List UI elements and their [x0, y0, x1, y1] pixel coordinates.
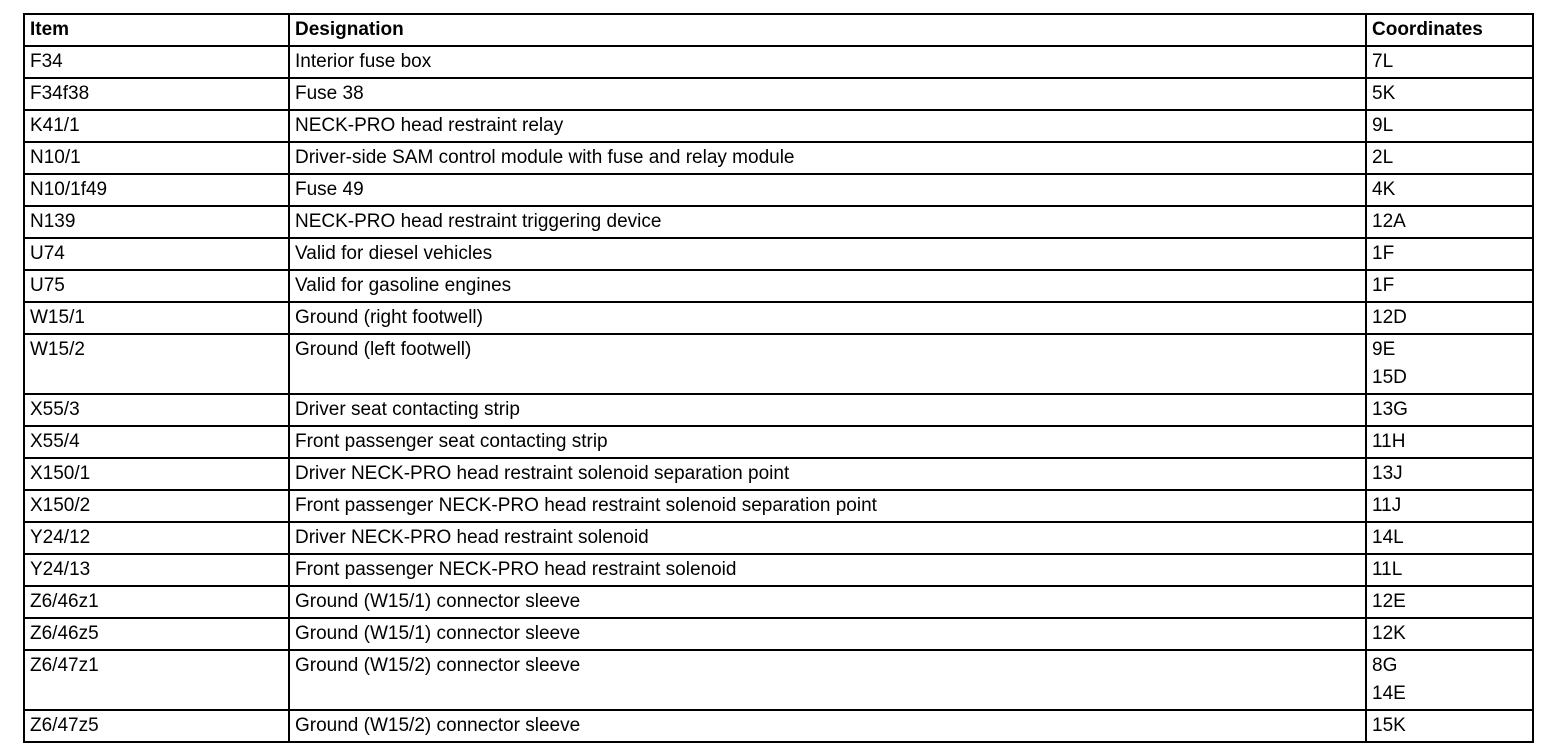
coordinates-cell-line: 1F [1372, 275, 1395, 296]
table-row [24, 270, 1533, 302]
coordinates-cell-line: 14L [1372, 527, 1404, 548]
designation-cell [289, 586, 1366, 618]
table-row [24, 174, 1533, 206]
item-cell-line: N10/1f49 [30, 179, 108, 200]
table-row [24, 334, 1533, 394]
item-cell [24, 334, 289, 394]
designation-cell [289, 206, 1366, 238]
coordinates-cell [1366, 586, 1533, 618]
table-row [24, 490, 1533, 522]
designation-cell-line: Valid for diesel vehicles [295, 243, 493, 264]
coordinates-cell [1366, 238, 1533, 270]
designation-cell-line: Fuse 38 [295, 83, 364, 104]
table-row [24, 426, 1533, 458]
designation-cell-line: Ground (W15/1) connector sleeve [295, 591, 581, 612]
item-cell [24, 554, 289, 586]
item-cell [24, 522, 289, 554]
designation-cell [289, 618, 1366, 650]
coordinates-cell-line: 1F [1372, 243, 1395, 264]
designation-cell [289, 710, 1366, 742]
designation-cell-line: Driver NECK-PRO head restraint solenoid separation point [295, 463, 790, 484]
coordinates-cell-line: 11L [1372, 559, 1403, 580]
item-cell [24, 618, 289, 650]
item-cell-line: X55/3 [30, 399, 80, 420]
item-cell [24, 174, 289, 206]
table-row [24, 394, 1533, 426]
designation-cell-line: Fuse 49 [295, 179, 364, 200]
designation-cell [289, 426, 1366, 458]
table-row [24, 650, 1533, 710]
item-cell [24, 302, 289, 334]
designation-cell-line: Front passenger seat contacting strip [295, 431, 608, 452]
item-cell-line: K41/1 [30, 115, 80, 136]
coordinates-cell-line: 11H [1372, 431, 1406, 452]
coordinates-cell-line: 7L [1372, 51, 1394, 72]
coordinates-cell-line: 12D [1372, 307, 1407, 328]
coordinates-cell-line: 12A [1372, 211, 1406, 232]
coordinates-cell-line: 8G [1372, 655, 1398, 676]
coordinates-cell [1366, 650, 1533, 710]
table-row [24, 554, 1533, 586]
coordinates-cell-line: 13J [1372, 463, 1403, 484]
table-row [24, 110, 1533, 142]
component-legend-table [23, 13, 1534, 743]
coordinates-cell [1366, 618, 1533, 650]
designation-cell [289, 394, 1366, 426]
table-row [24, 618, 1533, 650]
coordinates-cell [1366, 334, 1533, 394]
coordinates-cell-line: 4K [1372, 179, 1396, 200]
designation-cell-line: Driver seat contacting strip [295, 399, 520, 420]
coordinates-cell [1366, 78, 1533, 110]
designation-cell-line: Ground (W15/2) connector sleeve [295, 655, 581, 676]
coordinates-cell [1366, 206, 1533, 238]
designation-cell [289, 174, 1366, 206]
item-cell [24, 238, 289, 270]
coordinates-cell-line: 5K [1372, 83, 1396, 104]
coordinates-cell [1366, 270, 1533, 302]
designation-cell [289, 110, 1366, 142]
coordinates-cell [1366, 302, 1533, 334]
item-cell [24, 206, 289, 238]
designation-cell-line: Ground (left footwell) [295, 339, 472, 360]
column-header-coordinates: Coordinates [1366, 14, 1533, 46]
item-cell-line: N139 [30, 211, 76, 232]
table-row [24, 238, 1533, 270]
table-row [24, 710, 1533, 742]
coordinates-cell-line: 2L [1372, 147, 1394, 168]
designation-cell [289, 78, 1366, 110]
header-row [24, 14, 1533, 46]
coordinates-cell-line: 9L [1372, 115, 1394, 136]
designation-cell [289, 554, 1366, 586]
item-cell-line: Y24/12 [30, 527, 91, 548]
item-cell [24, 142, 289, 174]
designation-cell-line: Front passenger NECK-PRO head restraint solenoid separation point [295, 495, 877, 516]
coordinates-cell [1366, 522, 1533, 554]
item-cell-line: U74 [30, 243, 65, 264]
designation-cell-line: Valid for gasoline engines [295, 275, 512, 296]
designation-cell [289, 334, 1366, 394]
item-cell-line: Y24/13 [30, 559, 91, 580]
designation-cell [289, 302, 1366, 334]
table-row [24, 586, 1533, 618]
designation-cell [289, 522, 1366, 554]
coordinates-cell-line: 13G [1372, 399, 1408, 420]
item-cell-line: Z6/46z1 [30, 591, 99, 612]
item-cell-line: W15/2 [30, 339, 85, 360]
item-cell-line: Z6/47z5 [30, 715, 99, 736]
coordinates-cell [1366, 458, 1533, 490]
column-header-designation: Designation [289, 14, 1366, 46]
column-header-item: Item [24, 14, 289, 46]
item-cell-line: X150/1 [30, 463, 91, 484]
item-cell-line: Z6/47z1 [30, 655, 99, 676]
item-cell [24, 78, 289, 110]
item-cell [24, 710, 289, 742]
item-cell-line: N10/1 [30, 147, 81, 168]
coordinates-cell-line: 12E [1372, 591, 1406, 612]
designation-cell-line: Ground (W15/1) connector sleeve [295, 623, 581, 644]
item-cell [24, 394, 289, 426]
designation-cell [289, 650, 1366, 710]
coordinates-cell-line: 14E [1372, 683, 1406, 704]
table-row [24, 458, 1533, 490]
table-row [24, 142, 1533, 174]
table-row [24, 78, 1533, 110]
item-cell-line: Z6/46z5 [30, 623, 99, 644]
coordinates-cell-line: 15D [1372, 367, 1407, 388]
coordinates-cell-line: 12K [1372, 623, 1406, 644]
table-row [24, 206, 1533, 238]
item-cell-line: W15/1 [30, 307, 85, 328]
table-row [24, 522, 1533, 554]
designation-cell [289, 270, 1366, 302]
coordinates-cell [1366, 394, 1533, 426]
designation-cell [289, 142, 1366, 174]
coordinates-cell-line: 9E [1372, 339, 1396, 360]
designation-cell [289, 238, 1366, 270]
designation-cell-line: NECK-PRO head restraint triggering device [295, 211, 662, 232]
coordinates-cell [1366, 554, 1533, 586]
item-cell [24, 650, 289, 710]
table-header [24, 14, 1533, 46]
coordinates-cell-line: 11J [1372, 495, 1402, 516]
item-cell [24, 426, 289, 458]
item-cell [24, 46, 289, 78]
item-cell-line: F34f38 [30, 83, 90, 104]
coordinates-cell [1366, 110, 1533, 142]
designation-cell [289, 490, 1366, 522]
item-cell-line: X55/4 [30, 431, 80, 452]
coordinates-cell-line: 15K [1372, 715, 1406, 736]
item-cell-line: X150/2 [30, 495, 91, 516]
item-cell [24, 490, 289, 522]
coordinates-cell [1366, 710, 1533, 742]
coordinates-cell [1366, 490, 1533, 522]
coordinates-cell [1366, 142, 1533, 174]
item-cell-line: F34 [30, 51, 63, 72]
designation-cell-line: Ground (W15/2) connector sleeve [295, 715, 581, 736]
designation-cell-line: NECK-PRO head restraint relay [295, 115, 564, 136]
item-cell [24, 110, 289, 142]
table-row [24, 302, 1533, 334]
coordinates-cell [1366, 46, 1533, 78]
item-cell-line: U75 [30, 275, 65, 296]
coordinates-cell [1366, 426, 1533, 458]
designation-cell [289, 458, 1366, 490]
designation-cell-line: Front passenger NECK-PRO head restraint solenoid [295, 559, 737, 580]
item-cell [24, 586, 289, 618]
table-body [24, 46, 1533, 742]
designation-cell-line: Ground (right footwell) [295, 307, 483, 328]
designation-cell-line: Interior fuse box [295, 51, 432, 72]
table-row [24, 46, 1533, 78]
coordinates-cell [1366, 174, 1533, 206]
item-cell [24, 458, 289, 490]
designation-cell [289, 46, 1366, 78]
designation-cell-line: Driver NECK-PRO head restraint solenoid [295, 527, 649, 548]
item-cell [24, 270, 289, 302]
designation-cell-line: Driver-side SAM control module with fuse and relay module [295, 147, 795, 168]
